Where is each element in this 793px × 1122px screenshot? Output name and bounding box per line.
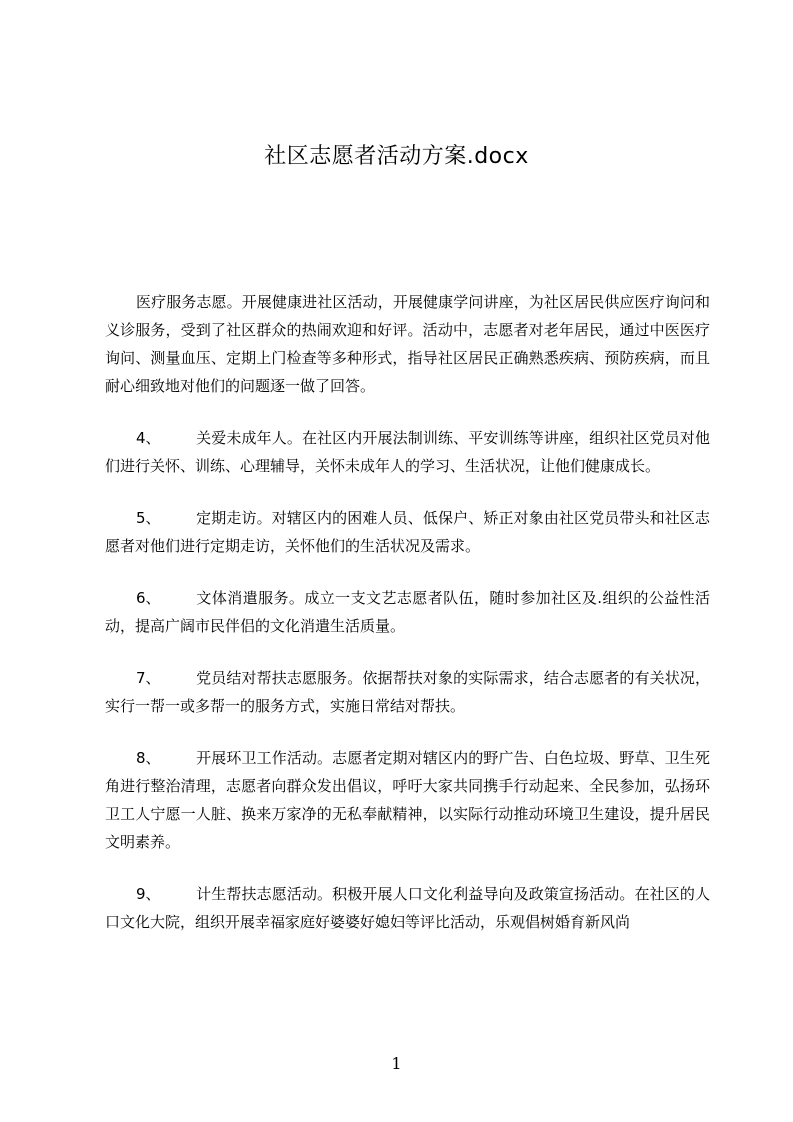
list-item-text: 计生帮扶志愿活动。积极开展人口文化利益导向及政策宣扬活动。在社区的人口文化大院，组织开展幸福家庭好婆婆好媳妇等评比活动，乐观倡树婚育新风尚 xyxy=(105,885,710,931)
list-item-text: 党员结对帮扶志愿服务。依据帮扶对象的实际需求，结合志愿者的有关状况，实行一帮一或多帮一的服务方式，实施日常结对帮扶。 xyxy=(105,669,710,715)
list-item-number: 7、 xyxy=(136,669,161,687)
list-item-text: 定期走访。对辖区内的困难人员、低保户、矫正对象由社区党员带头和社区志愿者对他们进行定期走访，关怀他们的生活状况及需求。 xyxy=(105,509,710,555)
list-item-9 xyxy=(105,880,710,936)
list-item-7 xyxy=(105,664,710,720)
document-body xyxy=(105,288,710,960)
list-item-8 xyxy=(105,744,710,856)
list-item-5 xyxy=(105,504,710,560)
list-item-6 xyxy=(105,584,710,640)
list-item-number: 6、 xyxy=(136,589,161,607)
list-item-text: 关爱未成年人。在社区内开展法制训练、平安训练等讲座，组织社区党员对他们进行关怀、训练、心理辅导，关怀未成年人的学习、生活状况，让他们健康成长。 xyxy=(105,429,710,475)
document-title: 社区志愿者活动方案.docx xyxy=(264,144,529,169)
list-item-number: 4、 xyxy=(136,429,161,447)
intro-paragraph: 医疗服务志愿。开展健康进社区活动，开展健康学问讲座，为社区居民供应医疗询问和义诊服务，受到了社区群众的热闹欢迎和好评。活动中，志愿者对老年居民，通过中医医疗询问、测量血压、定期上门检查等多种形式，指导社区居民正确熟悉疾病、预防疾病，而且耐心细致地对他们的问题逐一做了回答。 xyxy=(105,293,710,395)
list-item-text: 文体消遣服务。成立一支文艺志愿者队伍，随时参加社区及.组织的公益性活动，提高广阔市民伴侣的文化消遣生活质量。 xyxy=(105,589,710,635)
list-item-number: 5、 xyxy=(136,509,161,527)
list-item-number: 9、 xyxy=(136,885,161,903)
list-item-4 xyxy=(105,424,710,480)
list-item-text: 开展环卫工作活动。志愿者定期对辖区内的野广告、白色垃圾、野草、卫生死角进行整治清理，志愿者向群众发出倡议，呼吁大家共同携手行动起来、全民参加，弘扬环卫工人宁愿一人脏、换来万家净的无私奉献精神，以实际行动推动环境卫生建设，提升居民文明素养。 xyxy=(105,749,710,851)
page-number: 1 xyxy=(391,1054,402,1073)
list-item-number: 8、 xyxy=(136,749,161,767)
